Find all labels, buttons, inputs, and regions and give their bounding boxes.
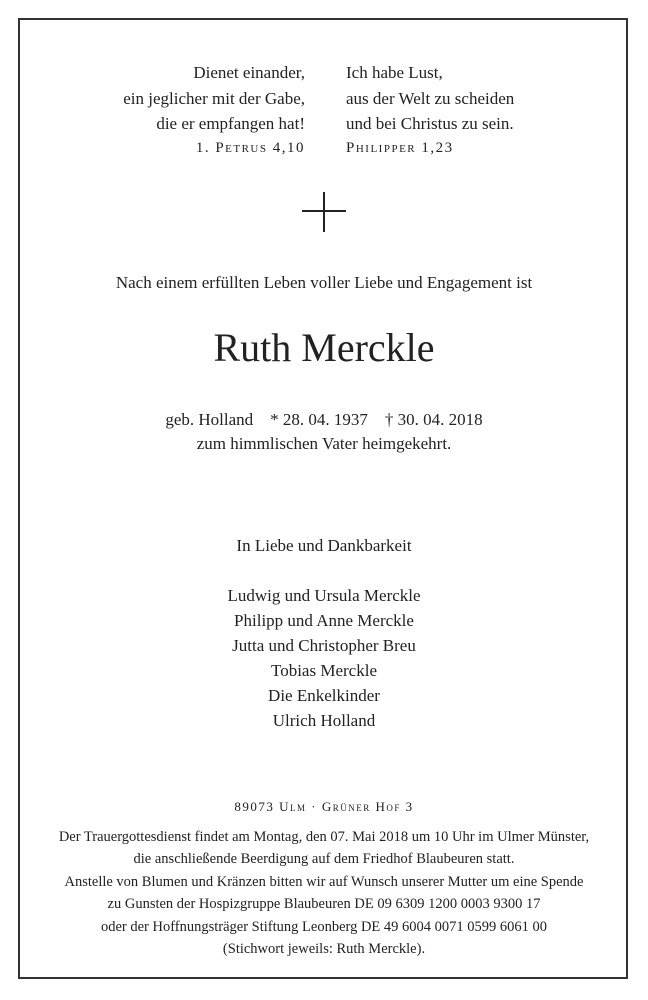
address: 89073 Ulm · Grüner Hof 3 [234, 799, 414, 814]
verse-left-reference: 1. Petrus 4,10 [195, 140, 305, 156]
mourner-name: Philipp und Anne Merckle [234, 611, 414, 630]
mourner-name: Jutta und Christopher Breu [232, 636, 416, 655]
footer-line: Der Trauergottesdienst findet am Montag, den 07. Mai 2018 um 10 Uhr im Ulmer Münster, [58, 829, 590, 845]
verse-right-reference: Philipper 1,23 [346, 140, 454, 156]
footer-line: (Stichwort jeweils: Ruth Merckle). [222, 941, 426, 957]
mourner-name: Die Enkelkinder [268, 686, 380, 705]
deceased-name: Ruth Merckle [213, 325, 435, 370]
mourner-name: Ludwig und Ursula Merckle [227, 586, 421, 605]
footer-line: zu Gunsten der Hospizgruppe Blaubeuren DE 09 6309 1200 0003 9300 17 [107, 896, 541, 912]
footer-line: oder der Hoffnungsträger Stiftung Leonberg DE 49 6004 0071 0599 6061 00 [100, 919, 548, 935]
cross-icon [302, 192, 346, 232]
closing-text: zum himmlischen Vater heimgekehrt. [196, 434, 452, 453]
mourner-name: Tobias Merckle [271, 661, 377, 680]
verse-left-line: die er empfangen hat! [156, 114, 305, 133]
verse-left-line: ein jeglicher mit der Gabe, [123, 89, 305, 108]
mourners-heading: In Liebe und Dankbarkeit [236, 536, 412, 555]
birth-death-dates: geb. Holland * 28. 04. 1937 † 30. 04. 2018 [165, 410, 483, 429]
verse-left-line: Dienet einander, [193, 63, 305, 82]
verse-right-line: aus der Welt zu scheiden [346, 89, 515, 108]
mourner-name: Ulrich Holland [272, 711, 376, 730]
verse-right-line: und bei Christus zu sein. [346, 114, 514, 133]
intro-text: Nach einem erfüllten Leben voller Liebe und Engagement ist [115, 273, 533, 292]
footer-line: die anschließende Beerdigung auf dem Friedhof Blaubeuren statt. [133, 851, 515, 867]
footer-line: Anstelle von Blumen und Kränzen bitten wir auf Wunsch unserer Mutter um eine Spende [64, 874, 584, 890]
verse-right-line: Ich habe Lust, [346, 63, 443, 82]
